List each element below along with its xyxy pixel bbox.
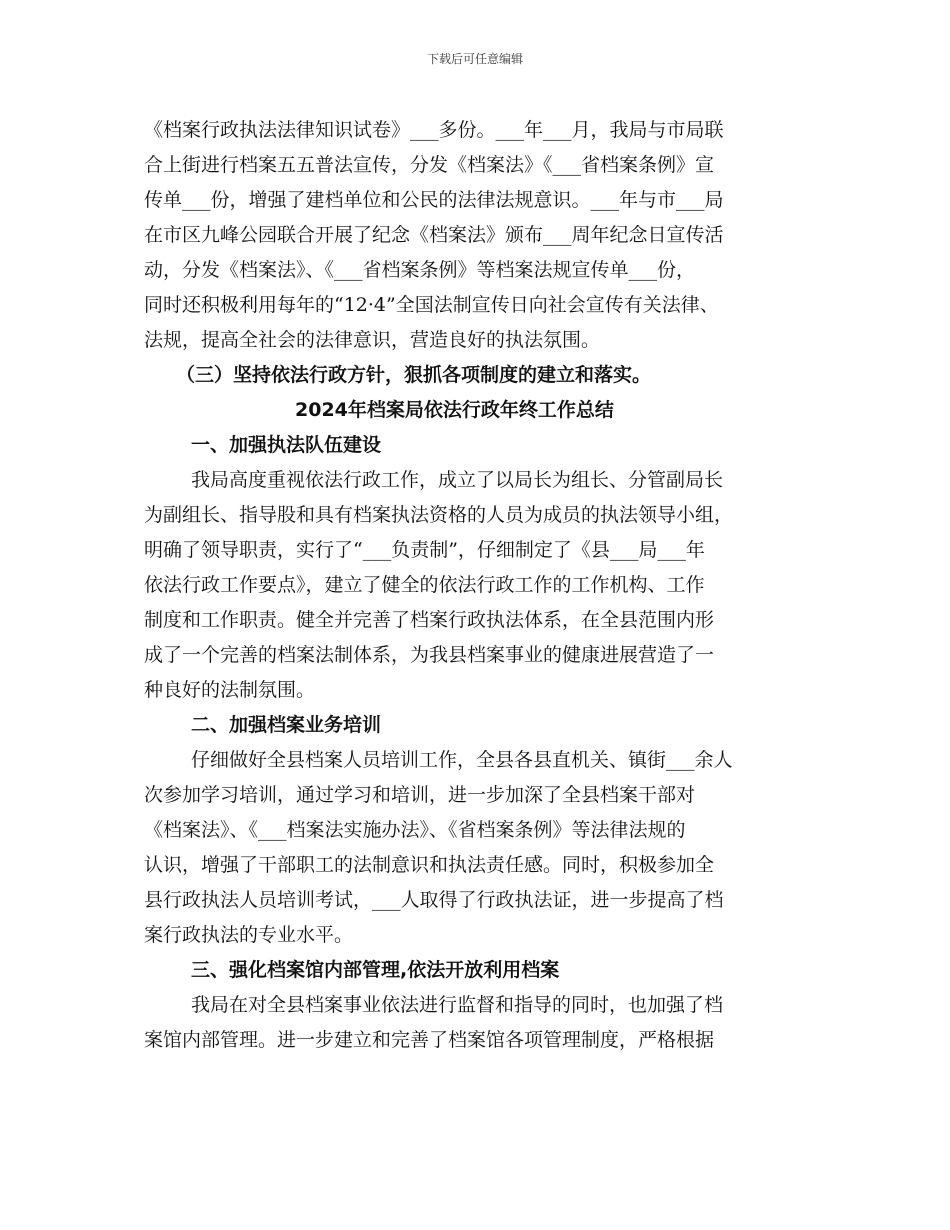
body-line: 传单___份，增强了建档单位和公民的法律法规意识。___年与市___局: [144, 189, 724, 211]
body-line: 法规，提高全社会的法律意识，营造良好的执法氛围。: [144, 329, 601, 351]
body-line: 同时还积极利用每年的“12·4”全国法制宣传日向社会宣传有关法律、: [144, 294, 719, 316]
body-line: 案行政执法的专业水平。: [144, 924, 354, 946]
body-line: 合上街进行档案五五普法宣传，分发《档案法》《___省档案条例》宣: [144, 154, 715, 176]
document-title: 2024年档案局依法行政年终工作总结: [295, 399, 614, 421]
body-line: 依法行政工作要点》，建立了健全的依法行政工作的工作机构、工作: [144, 574, 705, 596]
body-line: 案馆内部管理。进一步建立和完善了档案馆各项管理制度，严格根据: [144, 1029, 715, 1051]
section-heading: 三、强化档案馆内部管理,依法开放利用档案: [191, 959, 560, 981]
body-line: 成了一个完善的档案法制体系，为我县档案事业的健康进展营造了一: [144, 644, 715, 666]
body-line: 我局在对全县档案事业依法进行监督和指导的同时，也加强了档: [191, 994, 724, 1016]
page-header-note: 下载后可任意编辑: [426, 52, 523, 66]
section-heading: 一、加强执法队伍建设: [191, 434, 382, 456]
body-line: 仔细做好全县档案人员培训工作，全县各县直机关、镇街___余人: [191, 749, 733, 771]
body-line: 在市区九峰公园联合开展了纪念《档案法》颁布___周年纪念日宣传活: [144, 224, 724, 246]
body-line: 明确了领导职责，实行了“___负责制”，仔细制定了《县___局___年: [144, 539, 705, 561]
body-line: 动，分发《档案法》、《___省档案条例》等档案法规宣传单___份，: [144, 259, 696, 281]
body-line: 为副组长、指导股和具有档案执法资格的人员为成员的执法领导小组，: [144, 504, 734, 526]
body-line: 县行政执法人员培训考试，___人取得了行政执法证，进一步提高了档: [144, 889, 724, 911]
body-line: 种良好的法制氛围。: [144, 679, 316, 701]
body-line: 认识，增强了干部职工的法制意识和执法责任感。同时，积极参加全: [144, 854, 715, 876]
body-line: 我局高度重视依法行政工作，成立了以局长为组长、分管副局长: [191, 469, 724, 491]
body-line: 《档案行政执法法律知识试卷》___多份。___年___月，我局与市局联: [144, 119, 724, 141]
body-line: 制度和工作职责。健全并完善了档案行政执法体系，在全县范围内形: [144, 609, 715, 631]
section-heading: 二、加强档案业务培训: [191, 714, 382, 736]
body-line: 《档案法》、《___档案法实施办法》、《省档案条例》等法律法规的: [144, 819, 686, 841]
section-heading: （三）坚持依法行政方针，狠抓各项制度的建立和落实。: [176, 364, 652, 386]
body-line: 次参加学习培训，通过学习和培训，进一步加深了全县档案干部对: [144, 784, 696, 806]
